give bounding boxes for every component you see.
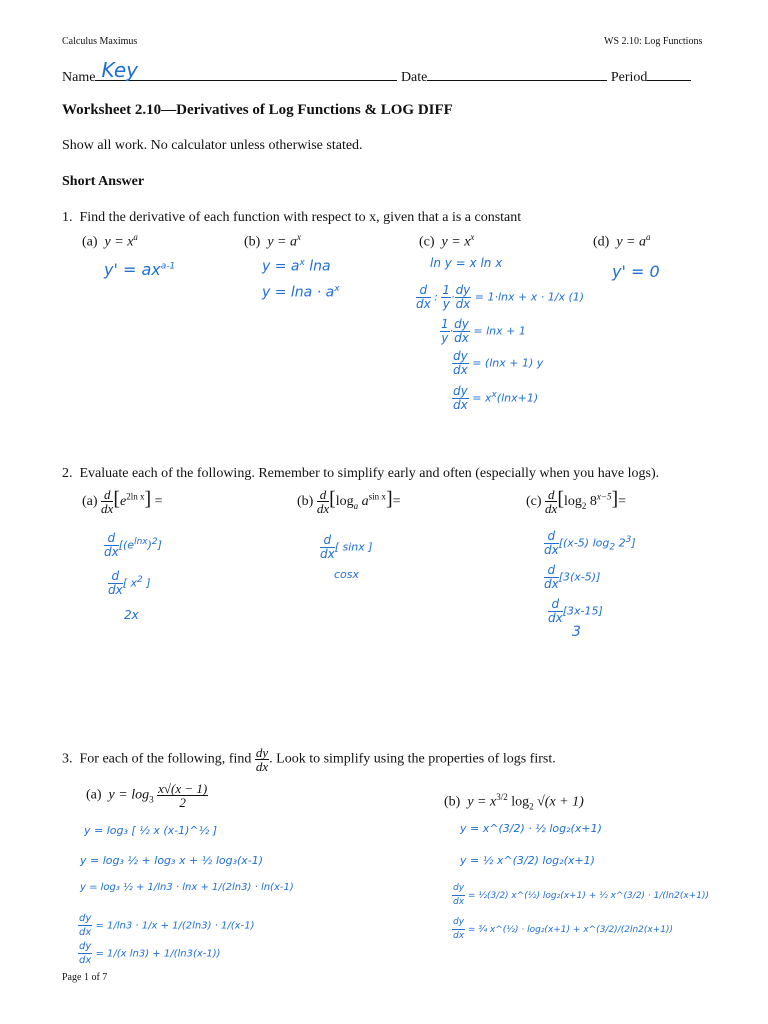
q3a-answer-2: y = log₃ ½ + log₃ x + ½ log₃(x-1) [80,854,264,867]
d-dx-fraction: $\frac{d}{dx}$ [416,283,431,311]
q2b-problem: (b) $\frac{d}{dx}$ [$\log_a$ $a^{sin x}]=$ [297,487,401,517]
q2b-answer-1: $\frac{d}{dx}$ [ sinx ] [320,533,373,561]
course-name: Calculus Maximus [62,36,138,47]
q1a-answer: $y' = ax^{a-1}$ [104,260,176,279]
q2c-answer-1: $\frac{d}{dx}$ [(x-5) $\log_2 2^3$] [544,529,636,557]
dy-dx-fraction: $\frac{dy}{dx}$ [255,745,269,774]
q1c-answer-1: ln y = x ln x [430,256,503,270]
q3a-problem: (a) $y = \log_3$ $\frac{x√(x - 1)}{2}$ [86,781,208,810]
q2a-answer-3: 2x [124,608,139,622]
q3a-answer-1: y = log₃ [ ½ x (x-1)^½ ] [84,824,218,837]
q2c-problem: (c) $\frac{d}{dx}$ [$\log_2$ $8^{x-5}]=$ [526,487,627,517]
q3b-answer-1: y = x^(3/2) · ½ log₂(x+1) [460,822,602,835]
q3-prompt-pre: For each of the following, find [79,751,252,767]
q2a-problem: (a) $\frac{d}{dx}$ $[e^{2ln x}]$ = [82,487,163,517]
name-handwritten: Key [101,58,138,82]
q1-text [62,210,521,226]
q3-number: 3. [62,751,73,767]
q2-prompt: Evaluate each of the following. Remember to simplify early and often (especially when you have logs). [79,466,660,481]
q2-text [62,466,659,482]
q3b-answer-3: $\frac{dy}{dx}$ = ½(3/2) x^(½) log₂(x+1) + ½ x^(3/2) · 1/(ln2(x+1)) [453,883,709,907]
name-label: Name [62,70,96,85]
name-underline [95,58,397,82]
q3a-answer-5: $\frac{dy}{dx}$ = 1/(x ln3) + 1/(ln3(x-1)) [79,941,221,966]
q3-text [62,746,556,773]
q3-prompt-post: . Look to simplify using the properties of logs first. [269,751,556,767]
q1-number: 1. [62,210,73,225]
q2c-answer-2: $\frac{d}{dx}$ [3(x-5)] [544,563,601,591]
q1d-answer: y' = 0 [612,262,660,281]
date-underline [427,66,607,81]
q2c-answer-4: 3 [572,624,581,640]
q3b-answer-4: $\frac{dy}{dx}$ = ¾ x^(½) · log₂(x+1) + x^(3/2)/(2ln2(x+1)) [453,917,674,941]
q1c-answer-5: $\frac{dy}{dx}$ = $x^x(\ln x+1)$ [453,384,539,412]
worksheet-title: Worksheet 2.10—Derivatives of Log Functions & LOG DIFF [62,102,453,118]
q1c-answer-2: $\frac{d}{dx}$ : $\frac{1}{y}$ · $\frac{dy}{dx}$ = 1·lnx + x · 1/x (1) [416,283,585,311]
worksheet-code: WS 2.10: Log Functions [604,36,703,47]
q1b-answer-2: $y = \ln a \cdot a^x$ [262,284,340,301]
q1-prompt: Find the derivative of each function with respect to x, given that a is a constant [79,210,522,225]
q2b-answer-2: cosx [334,568,360,581]
q1c-problem: (c) $y = x^x$ [419,232,475,250]
period-underline [647,66,691,81]
q1d-problem: (d) $y = a^a$ [593,232,651,250]
q3b-problem: (b) $y = x^{3/2}$ $\log_2 √(x + 1)$ [444,792,584,812]
q1b-answer-1: $y = a^x$ lna [262,258,331,275]
q3b-answer-2: y = ½ x^(3/2) log₂(x+1) [460,854,595,867]
page-footer: Page 1 of 7 [62,972,108,983]
q2-number: 2. [62,466,73,481]
q3a-answer-4: $\frac{dy}{dx}$ = 1/ln3 · 1/x + 1/(2ln3) · 1/(x-1) [79,913,255,938]
q2a-answer-2: $\frac{d}{dx}$ [ $x^2$ ] [108,569,151,597]
q2c-answer-3: $\frac{d}{dx}$ [3x-15] [548,597,603,625]
section-heading: Short Answer [62,174,145,189]
name-line[interactable] [62,58,691,86]
q3a-answer-3: y = log₃ ½ + 1/ln3 · lnx + 1/(2ln3) · ln(x-1) [80,882,294,893]
q1a-problem: (a) $y = x^a$ [82,232,138,250]
instructions: Show all work. No calculator unless otherwise stated. [62,138,363,153]
date-label: Date [400,70,428,85]
q2a-answer-1: $\frac{d}{dx}$ $[(e^{lnx})^2]$ [104,531,162,559]
q1c-answer-4: $\frac{dy}{dx}$ = (lnx + 1) y [453,349,544,377]
period-label: Period [610,70,648,85]
q1c-answer-3: $\frac{1}{y}$ · $\frac{dy}{dx}$ = lnx + 1 [441,317,526,345]
q1b-problem: (b) $y = a^x$ [244,232,301,250]
